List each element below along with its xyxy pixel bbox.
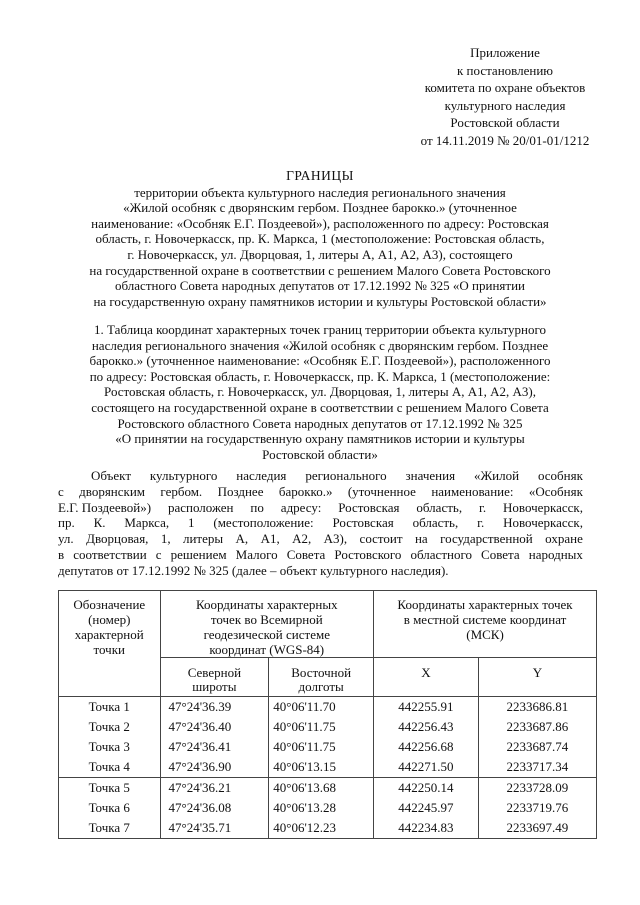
cell-latitude: 47°24'35.71 <box>160 818 269 839</box>
cell-latitude: 47°24'36.41 <box>160 737 269 757</box>
title-line: территории объекта культурного наследия регионального значения <box>134 184 506 200</box>
cell-longitude: 40°06'13.28 <box>269 798 374 818</box>
paragraph-word: дворянским <box>79 483 146 499</box>
paragraph-word: Ростовская <box>338 499 400 515</box>
caption-line: «О принятии на государственную охрану памятников истории и культуры <box>115 431 525 447</box>
header-wgs84 <box>160 591 374 658</box>
paragraph-word: соответствии <box>73 546 147 562</box>
caption-line: Ростовского областного Совета народных депутатов от 17.12.1992 № 325 <box>117 415 523 431</box>
appendix-line: от 14.11.2019 № 20/01-01/1212 <box>420 132 590 148</box>
cell-y: 2233687.86 <box>478 717 596 737</box>
cell-point-name: Точка 3 <box>59 737 161 757</box>
document-title <box>40 168 600 309</box>
cell-latitude: 47°24'36.08 <box>160 798 269 818</box>
paragraph-word: пр. <box>58 515 75 531</box>
title-line: наименование: «Особняк Е.Г. Поздеевой»), расположенного по адресу: Ростовская <box>91 215 549 231</box>
cell-x: 442256.43 <box>374 717 479 737</box>
cell-longitude: 40°06'12.23 <box>269 818 374 839</box>
paragraph-word: литеры <box>182 531 224 547</box>
paragraph-word: Новочеркасск, <box>503 515 583 531</box>
header-text: Восточной <box>291 665 352 680</box>
subheader-x: X <box>374 658 479 697</box>
cell-y: 2233687.74 <box>478 737 596 757</box>
header-text: точек во Всемирной <box>210 612 323 627</box>
paragraph-word: особняк <box>537 468 583 483</box>
cell-x: 442256.68 <box>374 737 479 757</box>
header-msk <box>374 591 597 658</box>
paragraph-word: А1, <box>260 531 280 547</box>
paragraph-word: регионального <box>305 468 387 483</box>
appendix-line: Ростовской области <box>450 115 560 130</box>
caption-line: состоящего на государственной охране в соответствии с решением Малого Совета <box>91 399 549 415</box>
paragraph-line <box>58 563 583 579</box>
cell-y: 2233686.81 <box>478 697 596 718</box>
header-text: координат (WGS-84) <box>209 642 325 657</box>
cell-point-name: Точка 5 <box>59 778 161 799</box>
caption-line: 1. Таблица координат характерных точек границ территории объекта культурного <box>94 322 546 337</box>
paragraph-word: г. <box>477 515 485 531</box>
header-text: долготы <box>298 679 344 694</box>
paragraph-word: область, <box>412 515 459 531</box>
cell-x: 442250.14 <box>374 778 479 799</box>
paragraph-line <box>58 531 583 547</box>
title-line: г. Новочеркасск, ул. Дворцовая, 1, литеры А, А1, А2, А3), состоящего <box>127 246 513 262</box>
paragraph-word: Совета <box>481 546 520 562</box>
table-row <box>59 717 597 737</box>
paragraph-word: в <box>58 546 65 562</box>
paragraph-line <box>58 500 583 516</box>
paragraph-word: Новочеркасск, <box>503 499 583 515</box>
header-text: Координаты характерных точек <box>397 597 573 612</box>
title-line: «Жилой особняк с дворянским гербом. Позднее барокко.» (уточненное <box>123 200 517 216</box>
paragraph-word: Малого <box>235 546 278 562</box>
header-text: Обозначение <box>73 597 146 612</box>
cell-point-name: Точка 7 <box>59 818 161 839</box>
caption-line: барокко.» (уточненное наименование: «Особняк Е.Г. Поздеевой»), расположенного <box>89 353 551 369</box>
cell-y: 2233728.09 <box>478 778 596 799</box>
table-row <box>59 778 597 799</box>
paragraph-word: культурного <box>149 468 218 483</box>
cell-point-name: Точка 4 <box>59 757 161 778</box>
subheader-longitude <box>269 658 374 697</box>
paragraph-word: А2, <box>292 531 312 547</box>
paragraph-word: 1 <box>188 515 195 531</box>
paragraph-word: ул. <box>58 531 74 547</box>
title-line: область, г. Новочеркасск, пр. К. Маркса, 1 (местоположение: Ростовская область, <box>95 231 545 247</box>
coordinates-table <box>58 590 597 839</box>
appendix-line: к постановлению <box>456 62 554 78</box>
cell-point-name: Точка 1 <box>59 697 161 718</box>
cell-latitude: 47°24'36.39 <box>160 697 269 718</box>
cell-longitude: 40°06'13.68 <box>269 778 374 799</box>
cell-point-name: Точка 6 <box>59 798 161 818</box>
header-text: широты <box>192 679 237 694</box>
paragraph-word: с <box>155 546 162 562</box>
table-row <box>59 798 597 818</box>
header-text: геодезической системе <box>203 627 330 642</box>
cell-x: 442245.97 <box>374 798 479 818</box>
paragraph-word: А3), <box>323 531 348 547</box>
subheader-y: Y <box>478 658 596 697</box>
header-text: точки <box>93 642 125 657</box>
paragraph-word: областного <box>410 546 472 562</box>
paragraph-word: барокко.» <box>278 483 333 499</box>
paragraph-word: расположен <box>167 499 234 515</box>
paragraph-word: депутатов от 17.12.1992 № 325 (далее – объект культурного наследия). <box>58 562 449 578</box>
cell-longitude: 40°06'13.15 <box>269 757 374 778</box>
paragraph-word: А, <box>235 531 249 547</box>
appendix-line: Приложение <box>470 45 540 60</box>
table-row <box>59 737 597 757</box>
paragraph-word: «Особняк <box>528 483 583 499</box>
paragraph-word: (местоположение: <box>213 515 314 531</box>
paragraph-word: Маркса, <box>124 515 170 531</box>
paragraph-word: гербом. <box>160 483 203 499</box>
paragraph-word: Ростовского <box>334 546 402 562</box>
appendix-block <box>380 44 630 149</box>
title-line: на государственной охране в соответствии с решением Малого Совета Ростовского <box>89 262 551 278</box>
paragraph-word: охране <box>545 531 583 547</box>
header-text: Координаты характерных <box>195 597 338 612</box>
caption-line: Ростовской области» <box>262 446 378 462</box>
header-text: Северной <box>187 665 242 680</box>
paragraph-word: 1, <box>160 531 171 547</box>
paragraph-word: Совета <box>286 546 326 562</box>
cell-latitude: 47°24'36.40 <box>160 717 269 737</box>
header-point-label <box>59 591 161 697</box>
cell-longitude: 40°06'11.75 <box>269 737 374 757</box>
cell-latitude: 47°24'36.21 <box>160 778 269 799</box>
paragraph-line <box>58 468 583 484</box>
appendix-line: комитета по охране объектов <box>424 80 586 95</box>
header-text: (МСК) <box>466 627 504 642</box>
cell-y: 2233719.76 <box>478 798 596 818</box>
paragraph-word: г. <box>479 499 487 515</box>
header-text: в местной системе координат <box>403 612 567 627</box>
cell-y: 2233697.49 <box>478 818 596 839</box>
paragraph-word: К. <box>93 515 106 531</box>
paragraph-word: Позднее <box>217 483 264 499</box>
cell-latitude: 47°24'36.90 <box>160 757 269 778</box>
cell-y: 2233717.34 <box>478 757 596 778</box>
header-text: характерной <box>74 627 144 642</box>
paragraph-word: народных <box>528 546 583 562</box>
paragraph-word: (уточненное <box>347 483 416 499</box>
cell-x: 442255.91 <box>374 697 479 718</box>
cell-point-name: Точка 2 <box>59 717 161 737</box>
paragraph-word: решением <box>170 546 227 562</box>
caption-line: по адресу: Ростовская область, г. Новочеркасск, пр. К. Маркса, 1 (местоположение: <box>89 368 551 384</box>
paragraph-word: Е.Г. Поздеевой») <box>58 499 152 515</box>
table-row <box>59 757 597 778</box>
cell-longitude: 40°06'11.75 <box>269 717 374 737</box>
paragraph-word: «Жилой <box>473 468 520 483</box>
cell-x: 442271.50 <box>374 757 479 778</box>
caption-line: Ростовская область, г. Новочеркасск, ул. Дворцовая, 1, литеры А, А1, А2, А3), <box>104 384 536 400</box>
paragraph-word: область, <box>416 499 463 515</box>
paragraph-line <box>58 515 583 531</box>
cell-longitude: 40°06'11.70 <box>269 697 374 718</box>
paragraph-word: наследия <box>236 468 287 483</box>
paragraph-word: с <box>58 483 64 499</box>
header-text: (номер) <box>88 612 131 627</box>
table-header-row <box>59 591 597 658</box>
paragraph-word: по <box>250 499 264 515</box>
paragraph-word: состоит <box>359 531 403 547</box>
paragraph-word: адресу: <box>280 499 322 515</box>
subheader-latitude <box>160 658 269 697</box>
title-line: областного Совета народных депутатов от 17.12.1992 № 325 «О принятии <box>115 278 525 294</box>
paragraph-word: Дворцовая, <box>86 531 149 547</box>
paragraph-word: значения <box>405 468 456 483</box>
appendix-line: культурного наследия <box>444 97 566 113</box>
paragraph-word: государственной <box>440 531 533 547</box>
paragraph-word: на <box>414 531 428 547</box>
table-caption <box>40 322 600 462</box>
cell-x: 442234.83 <box>374 818 479 839</box>
paragraph-line <box>58 484 583 500</box>
table-body <box>59 697 597 839</box>
paragraph-word: Объект <box>91 468 131 483</box>
paragraph-word: наименование: <box>431 483 514 499</box>
table-row <box>59 697 597 718</box>
table-row <box>59 818 597 839</box>
caption-line: наследия регионального значения «Жилой особняк с дворянским гербом. Позднее <box>91 337 549 353</box>
paragraph-line <box>58 547 583 563</box>
title-line: на государственную охрану памятников истории и культуры Ростовской области» <box>93 293 547 309</box>
paragraph-word: Ростовская <box>332 515 394 531</box>
body-paragraph <box>58 468 583 579</box>
title-heading: ГРАНИЦЫ <box>286 168 354 183</box>
